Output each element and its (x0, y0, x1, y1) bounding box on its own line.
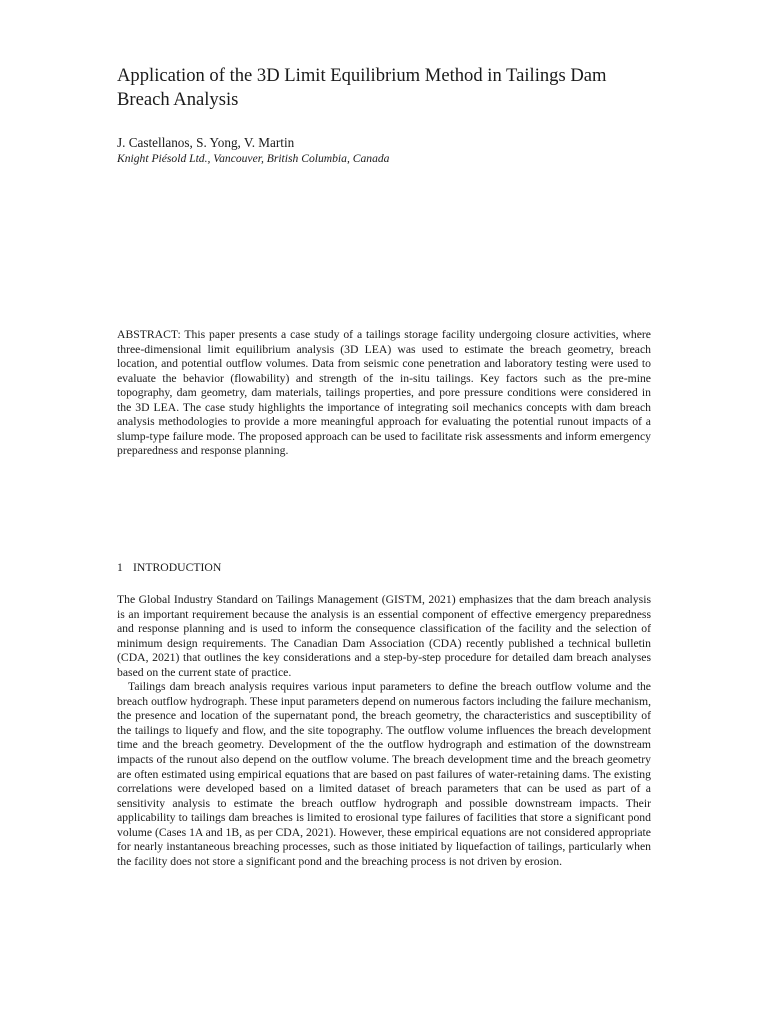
section-body (117, 593, 651, 869)
section-heading (117, 561, 221, 575)
paragraph-1: The Global Industry Standard on Tailings Management (GISTM, 2021) emphasizes that the dam breach analysis is an important requirement because the analysis is an essential component of effective emergency preparedness and response planning and is used to inform the consequence classification of the facility and the selection of minimum design requirements. The Canadian Dam Association (CDA) recently published a technical bulletin (CDA, 2021) that outlines the key considerations and a step-by-step procedure for detailed dam breach analyses based on the current state of practice. (117, 593, 651, 679)
abstract: ABSTRACT: This paper presents a case study of a tailings storage facility undergoing closure activities, where three-dimensional limit equilibrium analysis (3D LEA) was used to estimate the breach geometry, breach location, and potential outflow volumes. Data from seismic cone penetration and laboratory testing were used to evaluate the behavior (flowability) and strength of the in-situ tailings. Key factors such as the pre-mine topography, dam geometry, dam materials, tailings properties, and pore pressure conditions were considered in the 3D LEA. The case study highlights the importance of integrating soil mechanics concepts with dam breach analysis methodologies to provide a more meaningful approach for evaluating the potential runout impacts of a slump-type failure mode. The proposed approach can be used to facilitate risk assessments and inform emergency preparedness and response planning. (117, 328, 651, 458)
author-list: J. Castellanos, S. Yong, V. Martin (117, 135, 295, 150)
section-number: 1 (117, 561, 123, 574)
paper-title: Application of the 3D Limit Equilibrium Method in Tailings Dam Breach Analysis (117, 65, 607, 110)
paragraph-2: Tailings dam breach analysis requires various input parameters to define the breach outflow volume and the breach outflow hydrograph. These input parameters depend on numerous factors including the failure mechanism, the presence and location of the supernatant pond, the breach geometry, the characteristics and susceptibility of the tailings to liquefy and flow, and the site topography. The outflow volume influences the breach development time and the breach geometry. Development of the the outflow hydrograph and estimation of the downstream impacts of the runout also depend on the outflow volume. The breach development time and the breach geometry are often estimated using empirical equations that are based on past failures of water-retaining dams. The existing correlations were developed based on a limited dataset of breach parameters that can be used as part of a sensitivity analysis to estimate the breach outflow hydrograph and possible downstream impacts. Their applicability to tailings dam breaches is limited to erosional type failures of facilities that store a significant pond volume (Cases 1A and 1B, as per CDA, 2021). However, these empirical equations are not considered appropriate for nearly instantaneous breaching processes, such as those initiated by liquefaction of tailings, particularly when the facility does not store a significant pond and the breaching process is not driven by erosion. (117, 680, 651, 868)
author-affiliation: Knight Piésold Ltd., Vancouver, British Columbia, Canada (117, 152, 390, 165)
section-title: INTRODUCTION (133, 561, 222, 574)
